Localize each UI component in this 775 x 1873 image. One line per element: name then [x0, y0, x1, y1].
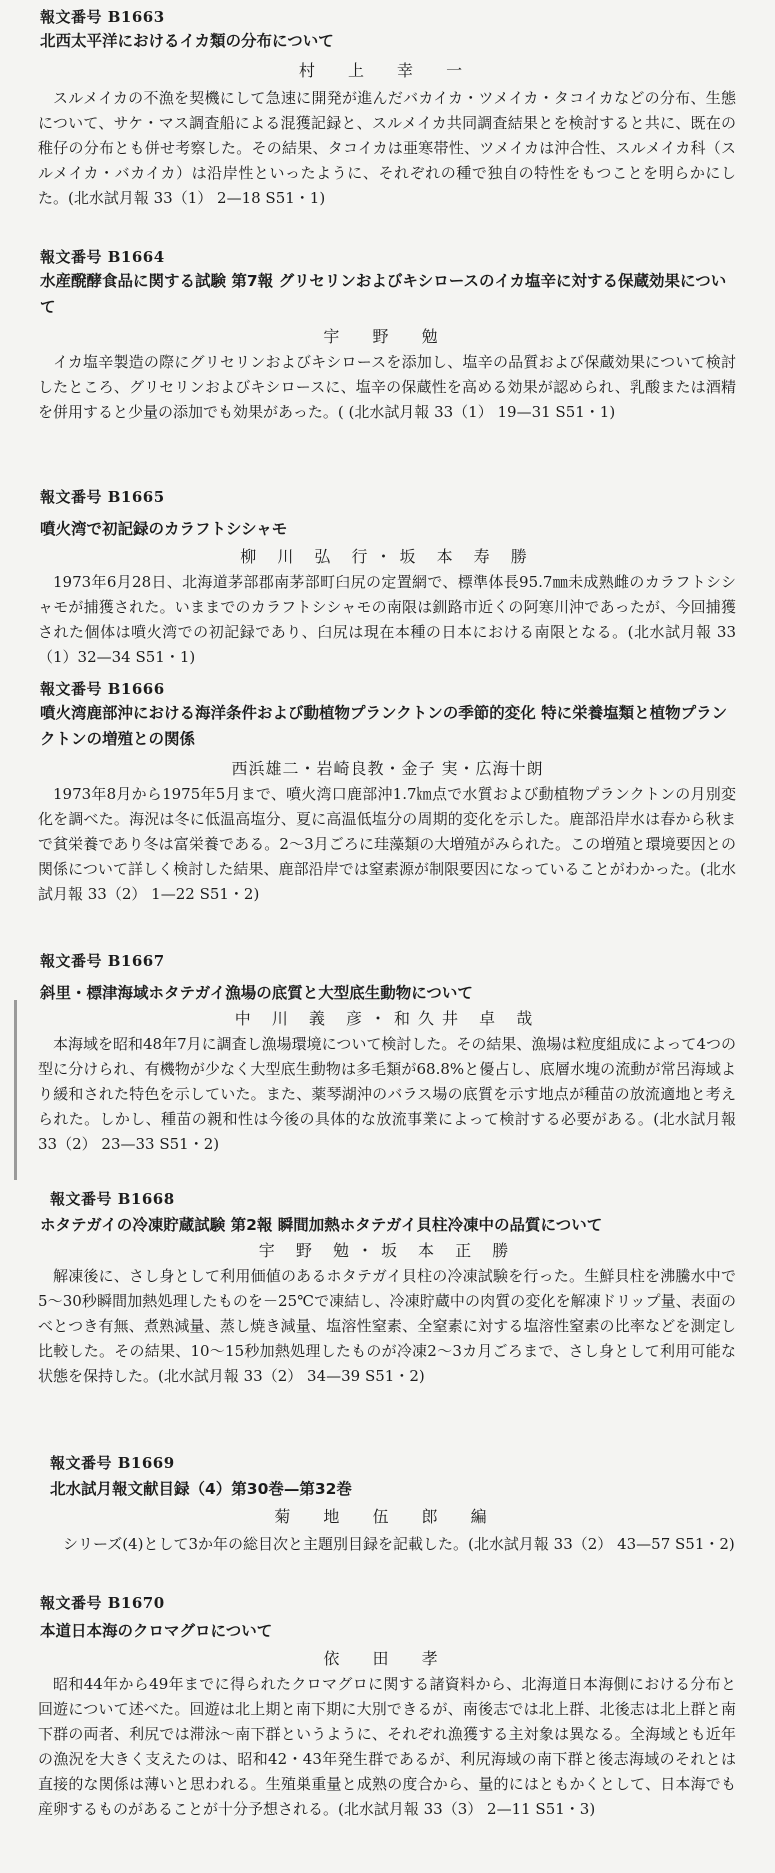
- report-abstract: 解凍後に、さし身として利用価値のあるホタテガイ貝柱の冷凍試験を行った。生鮮貝柱を沸騰水中で5～30秒瞬間加熱処理したものを－25℃で凍結し、冷凍貯蔵中の肉質の変化を解凍ドリップ量、表面のべとつき有無、煮熟減量、蒸し焼き減量、塩溶性窒素、全窒素に対する塩溶性窒素の比率などを測定し比較した。その結果、10～15秒加熱処理したものが冷凍2～3カ月ごろまで、さし身として利用可能な状態を保持した。(北水試月報 33（2） 34—39 S51・2): [38, 1267, 736, 1385]
- report-title: 噴火湾鹿部沖における海洋条件および動植物プランクトンの季節的変化 特に栄養塩類と植物プランクトンの増殖との関係: [40, 704, 728, 748]
- report-number: 報文番号 B1669: [50, 1454, 175, 1472]
- report-number: 報文番号 B1663: [40, 8, 165, 26]
- abstract-entry-b1670: [0, 1592, 775, 1862]
- abstract-entry-b1669: [0, 1452, 775, 1582]
- report-author: 西浜雄二・岩崎良教・金子 実・広海十朗: [231, 759, 544, 778]
- report-title: 水産醗酵食品に関する試験 第7報 グリセリンおよびキシロースのイカ塩辛に対する保蔵効果について: [40, 272, 727, 316]
- report-abstract: 1973年8月から1975年5月まで、噴火湾口鹿部沖1.7㎞点で水質および動植物プランクトンの月別変化を調べた。海況は冬に低温高塩分、夏に高温低塩分の周期的変化を示した。鹿部沿岸水は春から秋まで貧栄養であり冬は富栄養である。2～3月ごろに珪藻類の大増殖がみられた。この増殖と環境要因との関係について詳しく検討した結果、鹿部沿岸では窒素源が制限要因になっていることがわかった。(北水試月報 33（2） 1—22 S51・2): [38, 785, 736, 903]
- report-author: 依 田 孝: [323, 1649, 452, 1668]
- report-author: 柳 川 弘 行・坂 本 寿 勝: [240, 547, 535, 566]
- report-author: 中 川 義 彦・和久井 卓 哉: [234, 1009, 541, 1028]
- report-title: 北西太平洋におけるイカ類の分布について: [40, 32, 334, 50]
- abstract-entry-b1668: [0, 1188, 775, 1428]
- report-number: 報文番号 B1667: [40, 952, 165, 970]
- report-title: 北水試月報文献目録（4）第30巻—第32巻: [50, 1480, 352, 1498]
- report-author: 宇 野 勉: [323, 327, 452, 346]
- report-title: 本道日本海のクロマグロについて: [40, 1622, 273, 1640]
- report-title: 噴火湾で初記録のカラフトシシャモ: [40, 520, 288, 538]
- abstract-entry-b1664: [0, 246, 775, 446]
- report-title: 斜里・標津海域ホタテガイ漁場の底質と大型底生動物について: [40, 984, 473, 1002]
- abstract-entry-b1666: [0, 678, 775, 908]
- report-author: 村 上 幸 一: [298, 61, 477, 80]
- report-number: 報文番号 B1668: [50, 1190, 175, 1208]
- report-number: 報文番号 B1665: [40, 488, 165, 506]
- report-number: 報文番号 B1670: [40, 1594, 165, 1612]
- abstract-entry-b1663: [0, 6, 775, 236]
- report-abstract: スルメイカの不漁を契機にして急速に開発が進んだバカイカ・ツメイカ・タコイカなどの分布、生態について、サケ・マス調査船による混獲記録と、スルメイカ共同調査結果とを検討すると共に、既在の稚仔の分布とも併せ考察した。その結果、タコイカは亜寒帯性、ツメイカは沖合性、スルメイカ科（スルメイカ・バカイカ）は沿岸性といったように、それぞれの種で独自の特性をもつことを明らかにした。(北水試月報 33（1） 2—18 S51・1): [38, 89, 736, 207]
- report-abstract: 本海域を昭和48年7月に調査し漁場環境について検討した。その結果、漁場は粒度組成によって4つの型に分けられ、有機物が少なく大型底生動物は多毛類が68.8%と優占し、底層水塊の流動が常呂海域より緩和された特色を示していた。また、薬琴湖沖のバラス場の底質を示す地点が種苗の放流適地と考えられた。しかし、種苗の親和性は今後の具体的な放流事業によって検討する必要がある。(北水試月報 33（2） 23—33 S51・2): [38, 1035, 736, 1153]
- abstract-entry-b1667: [0, 950, 775, 1160]
- report-number: 報文番号 B1666: [40, 680, 165, 698]
- abstract-entry-b1665: [0, 486, 775, 666]
- report-number: 報文番号 B1664: [40, 248, 165, 266]
- report-abstract: イカ塩辛製造の際にグリセリンおよびキシロースを添加し、塩辛の品質および保蔵効果について検討したところ、グリセリンおよびキシロースに、塩辛の保蔵性を高める効果が認められ、乳酸または酒精を併用すると少量の添加でも効果があった。( (北水試月報 33（1） 19—31 S51・1): [38, 353, 736, 421]
- report-author: 宇 野 勉・坂 本 正 勝: [258, 1241, 517, 1260]
- report-abstract: 昭和44年から49年までに得られたクロマグロに関する諸資料から、北海道日本海側における分布と回遊について述べた。回遊は北上期と南下期に大別できるが、南後志では北上群、北後志は北上群と南下群の両者、利尻では滞泳～南下群というように、それぞれ漁獲する主対象は異なる。全海域とも近年の漁況を大きく支えたのは、昭和42・43年発生群であるが、利尻海域の南下群と後志海域のそれとは直接的な関係は薄いと思われる。生殖巣重量と成熟の度合から、量的にはともかくとして、日本海でも産卵するものがあることが十分予想される。(北水試月報 33（3） 2—11 S51・3): [38, 1675, 736, 1818]
- report-title: ホタテガイの冷凍貯蔵試験 第2報 瞬間加熱ホタテガイ貝柱冷凍中の品質について: [40, 1216, 603, 1234]
- report-author: 菊 地 伍 郎 編: [274, 1507, 501, 1526]
- report-abstract: 1973年6月28日、北海道茅部郡南茅部町臼尻の定置網で、標準体長95.7㎜未成熟雌のカラフトシシャモが捕獲された。いままでのカラフトシシャモの南限は釧路市近くの阿寒川沖であったが、今回捕獲された個体は噴火湾での初記録であり、臼尻は現在本種の日本における南限となる。(北水試月報 33（1）32—34 S51・1): [38, 573, 736, 666]
- report-abstract: シリーズ(4)として3か年の総目次と主題別目録を記載した。(北水試月報 33（2） 43—57 S51・2): [63, 1535, 735, 1553]
